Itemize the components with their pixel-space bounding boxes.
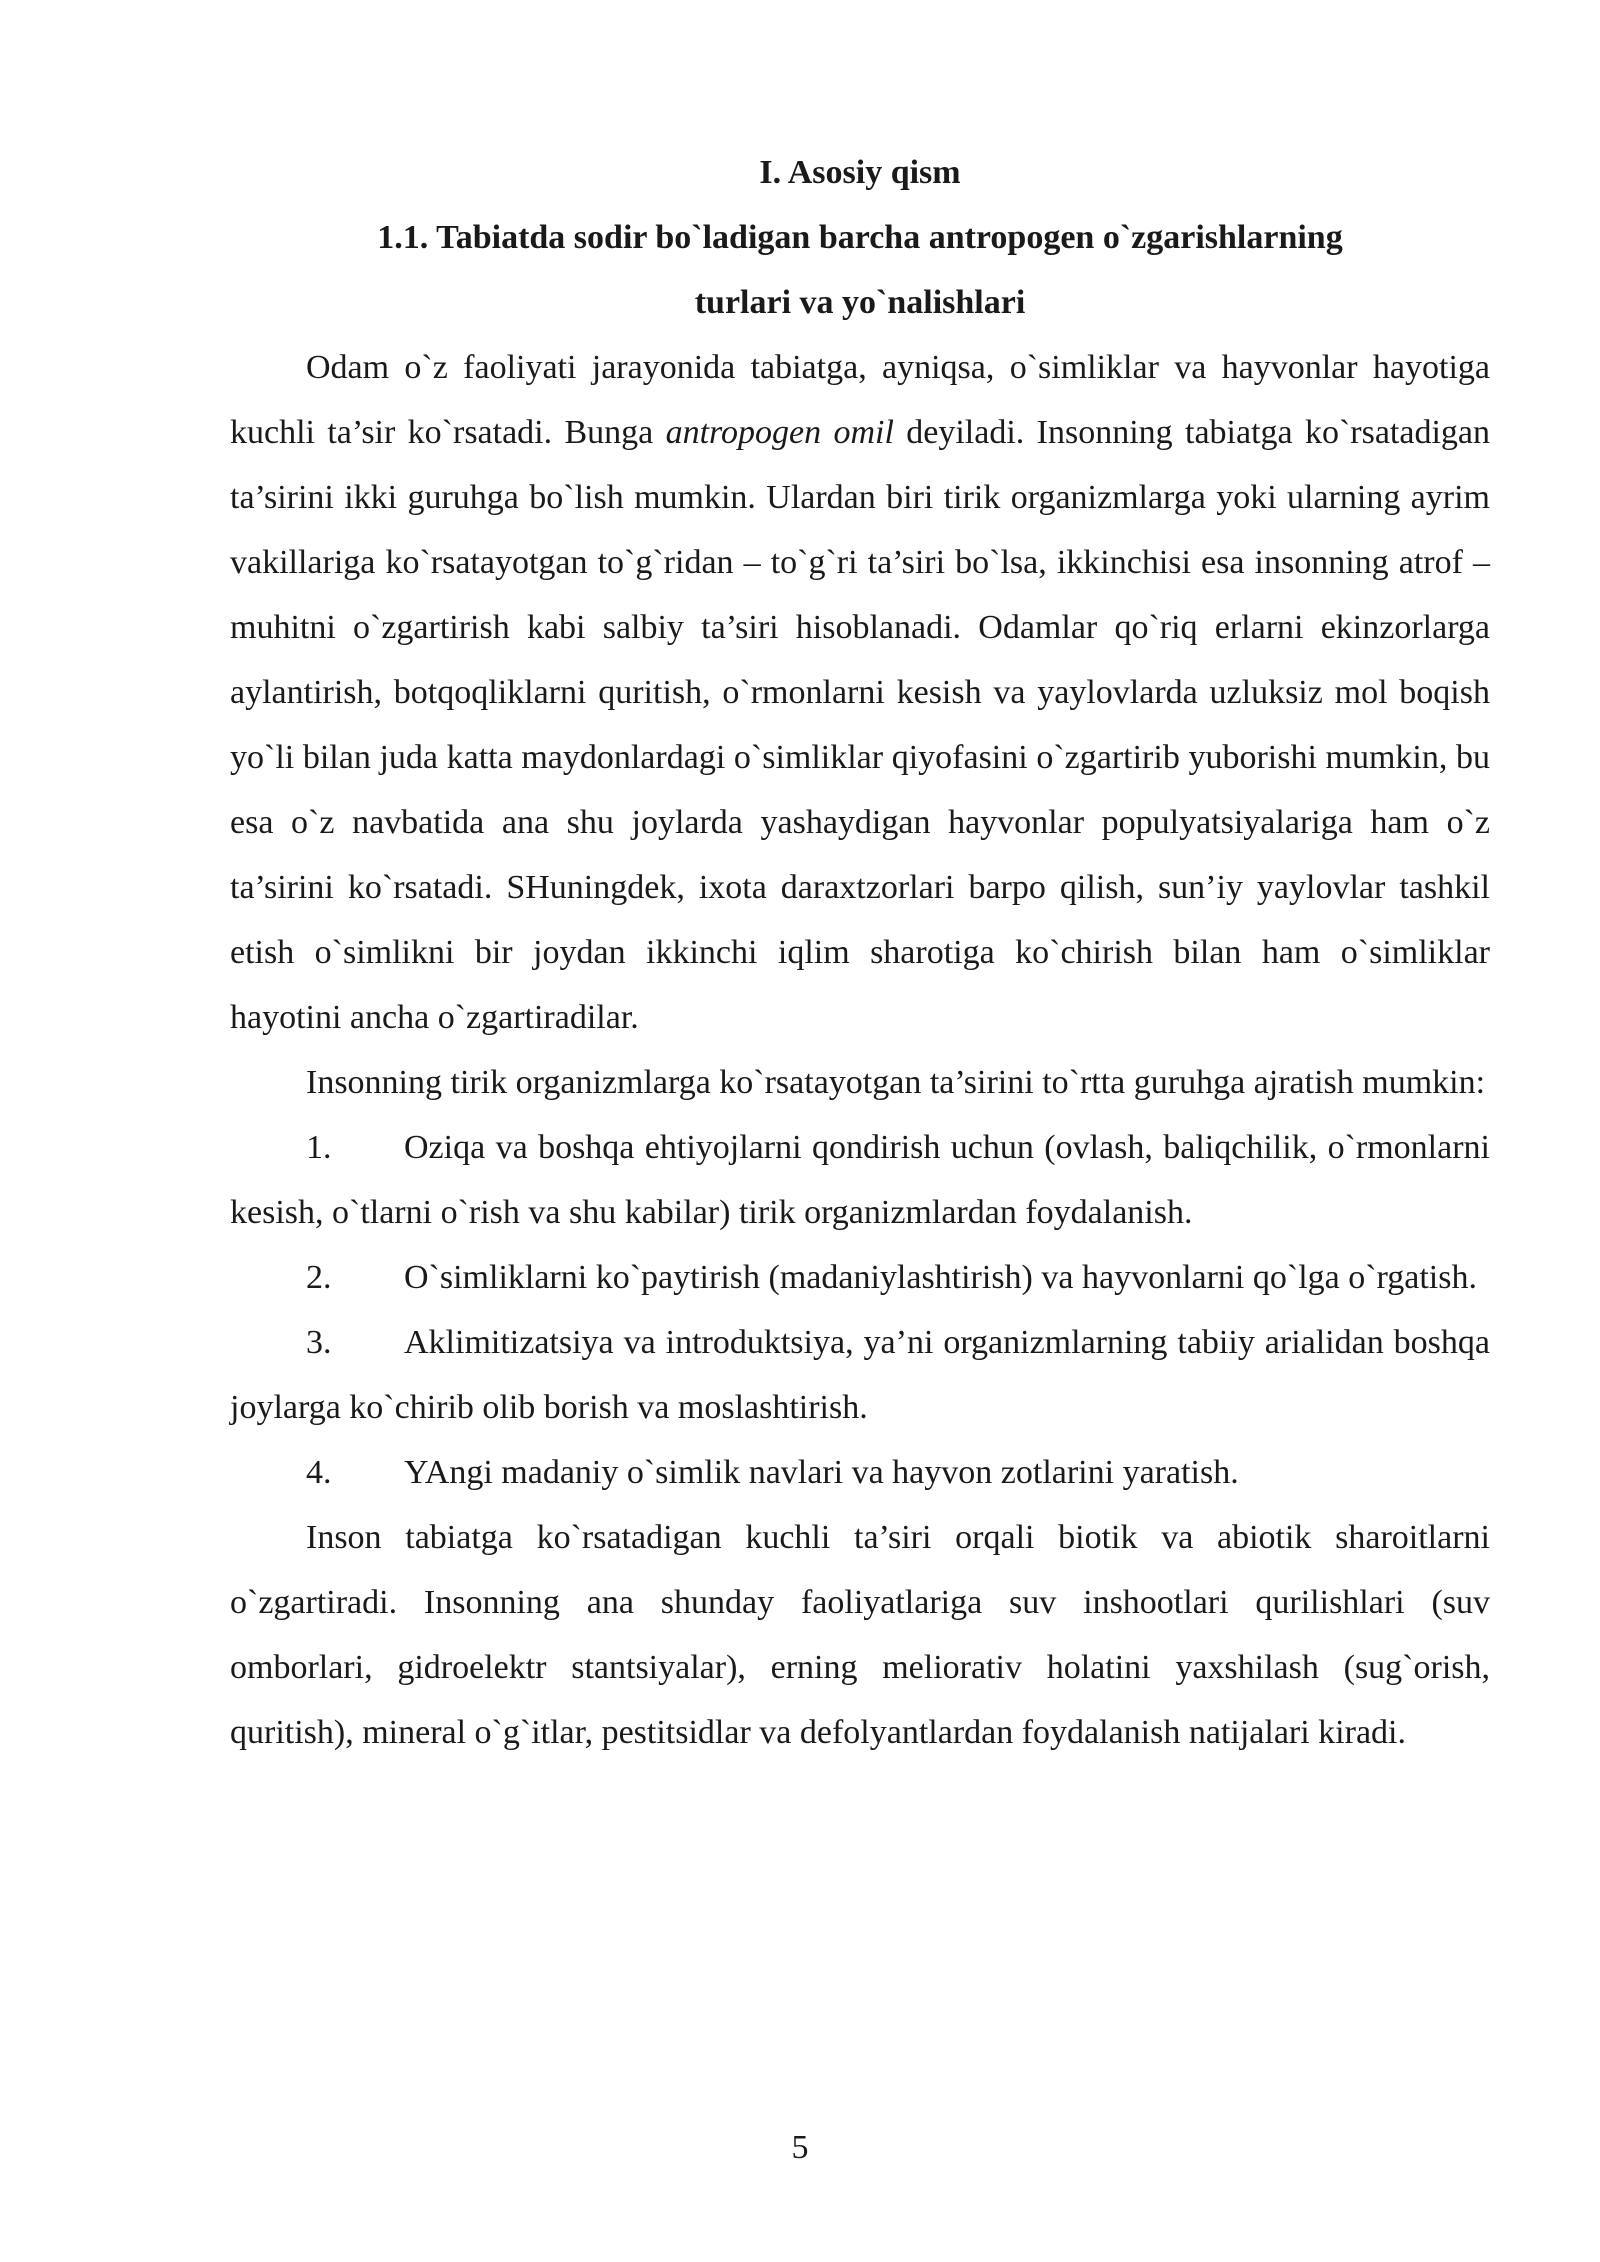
list-item-2: [230, 1245, 1490, 1310]
section-title-line-2: turlari va yo`nalishlari: [694, 284, 1026, 321]
list-item-4: [230, 1440, 1490, 1505]
list-text: YAngi madaniy o`simlik navlari va hayvon zotlarini yaratish.: [404, 1454, 1239, 1491]
list-number: 4.: [306, 1454, 332, 1491]
list-text: Oziqa va boshqa ehtiyojlarni qondirish uchun (ovlash, baliqchilik, o`rmonlarni kesish, o`tlarni o`rish va shu kabilar) tirik organizmlardan foydalanish.: [230, 1129, 1490, 1231]
part-title: I. Asosiy qism: [759, 154, 961, 191]
list-number: 2.: [306, 1259, 332, 1296]
document-page: [230, 140, 1490, 1765]
paragraph-3: Inson tabiatga ko`rsatadigan kuchli ta’siri orqali biotik va abiotik sharoitlarni o`zgartiradi. Insonning ana shunday faoliyatlariga suv inshootlari qurilishlari (suv omborlari, gidroelektr stantsiyalar), erning meliorativ holatini yaxshilash (sug`orish, quritish), mineral o`g`itlar, pestitsidlar va defolyantlardan foydalanish natijalari kiradi.: [230, 1519, 1490, 1751]
section-title-line-1: 1.1. Tabiatda sodir bo`ladigan barcha antropogen o`zgarishlarning: [377, 219, 1343, 256]
list-number: 3.: [306, 1324, 332, 1361]
list-text: O`simliklarni ko`paytirish (madaniylashtirish) va hayvonlarni qo`lga o`rgatish.: [404, 1259, 1477, 1296]
paragraph-1-end: deyiladi. Insonning tabiatga ko`rsatadigan ta’sirini ikki guruhga bo`lish mumkin. Ulardan biri tirik organizmlarga yoki ularning ayrim vakillariga ko`rsatayotgan to`g`ridan – to`g`ri ta’siri bo`lsa, ikkinchisi esa insonning atrof – muhitni o`zgartirish kabi salbiy ta’siri hisoblanadi. Odamlar qo`riq erlarni ekinzorlarga aylantirish, botqoqliklarni quritish, o`rmonlarni kesish va yaylovlarda uzluksiz mol boqish yo`li bilan juda katta maydonlardagi o`simliklar qiyofasini o`zgartirib yuborishi mumkin, bu esa o`z navbatida ana shu joylarda yashaydigan hayvonlar populyatsiyalariga ham o`z ta’sirini ko`rsatadi. SHuningdek, ixota daraxtzorlari barpo qilish, sun’iy yaylovlar tashkil etish o`simlikni bir joydan ikkinchi iqlim sharotiga ko`chirish bilan ham o`simliklar hayotini ancha o`zgartiradilar.: [230, 414, 1491, 1036]
paragraph-2: Insonning tirik organizmlarga ko`rsatayotgan ta’sirini to`rtta guruhga ajratish mumkin:: [306, 1064, 1486, 1101]
paragraph-1-start: Odam o`z faoliyati jarayonida tabiatga, ayniqsa, o`simliklar va hayvonlar hayotiga kuchli ta’sir ko`rsatadi. Bunga: [230, 349, 1490, 451]
term-antropogen-omil: antropogen omil: [665, 414, 894, 451]
list-number: 1.: [306, 1129, 332, 1166]
list-item-3: [230, 1310, 1490, 1440]
list-item-1: [230, 1115, 1490, 1245]
page-number: 5: [791, 2129, 809, 2166]
paragraph-1: [230, 335, 1490, 1050]
list-text: Aklimitizatsiya va introduktsiya, ya’ni organizmlarning tabiiy arialidan boshqa joylarga ko`chirib olib borish va moslashtirish.: [230, 1324, 1490, 1426]
